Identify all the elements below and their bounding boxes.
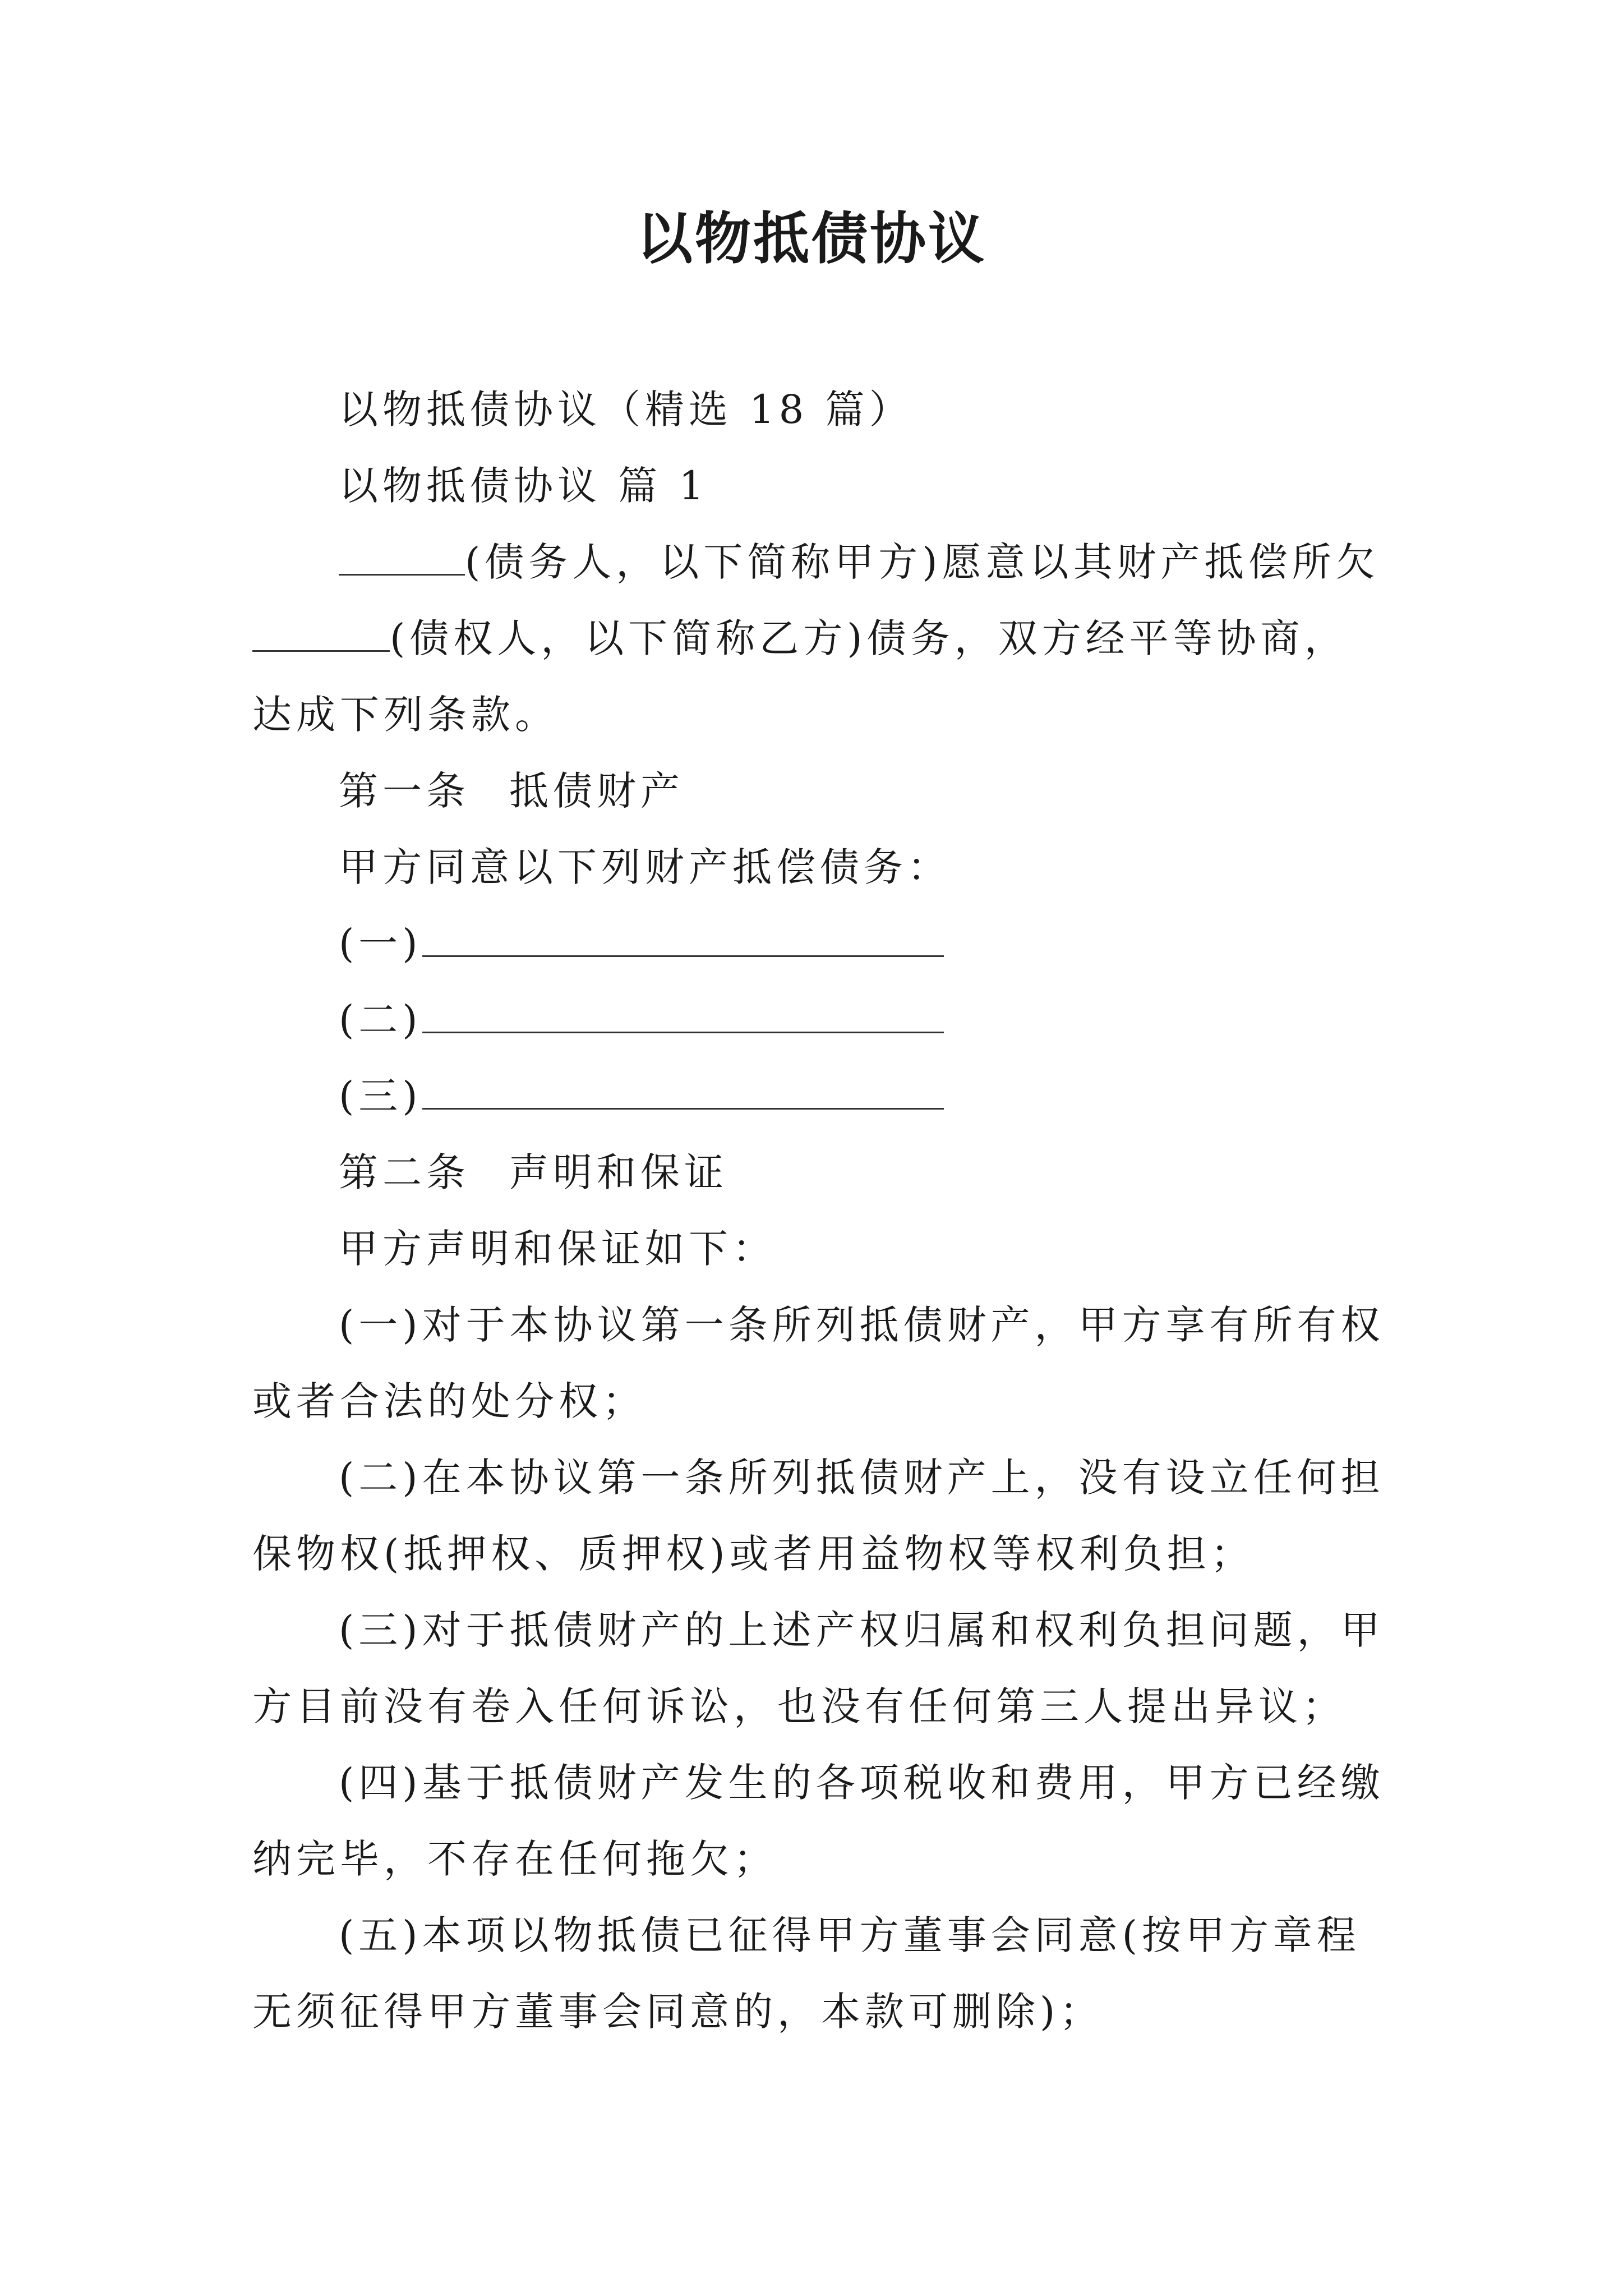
intro-text-1: (债务人，以下简称甲方)愿意以其财产抵偿所欠 — [465, 539, 1380, 585]
property-item-3-label: (三) — [339, 1073, 422, 1119]
property-item-2 — [252, 982, 1385, 1058]
document-body — [252, 371, 1385, 2050]
article2-heading — [252, 1134, 1385, 1211]
intro-text-3: 达成下列条款。 — [252, 692, 559, 738]
clause3-line1 — [252, 1592, 1385, 1668]
intro-line-1 — [252, 524, 1385, 600]
clause4-text-2: 纳完毕，不存在任何拖欠； — [252, 1836, 777, 1882]
clause5-text-2: 无须征得甲方董事会同意的，本款可删除)； — [252, 1989, 1104, 2035]
clause1-line1 — [252, 1287, 1385, 1363]
property-item-3-blank — [422, 1069, 944, 1110]
intro-line-3 — [252, 677, 1385, 753]
clause2-line1 — [252, 1439, 1385, 1516]
article1-name: 抵债财产 — [509, 768, 684, 814]
article1-text: 甲方同意以下列财产抵偿债务： — [339, 844, 951, 890]
property-item-2-label: (二) — [339, 997, 422, 1043]
clause1-text-2: 或者合法的处分权； — [252, 1378, 646, 1424]
subtitle-line — [252, 371, 1385, 448]
property-item-1-blank — [422, 916, 944, 957]
clause4-line1 — [252, 1745, 1385, 1821]
creditor-blank — [252, 611, 390, 652]
article2-name: 声明和保证 — [509, 1149, 728, 1195]
article1-heading — [252, 753, 1385, 829]
clause5-text-1: (五)本项以物抵债已征得甲方董事会同意(按甲方章程 — [339, 1912, 1361, 1958]
subtitle: 以物抵债协议（精选 18 篇） — [339, 386, 913, 432]
clause2-text-2: 保物权(抵押权、质押权)或者用益物权等权利负担； — [252, 1531, 1255, 1577]
intro-line-2 — [252, 600, 1385, 677]
article1-number: 第一条 — [339, 768, 470, 814]
section-heading: 以物抵债协议 篇 1 — [339, 463, 709, 509]
property-item-1-label: (一) — [339, 921, 422, 967]
property-item-1 — [252, 905, 1385, 982]
clause2-line2 — [252, 1516, 1385, 1592]
clause3-text-2: 方目前没有卷入任何诉讼，也没有任何第三人提出异议； — [252, 1683, 1346, 1729]
debtor-blank — [339, 535, 465, 576]
intro-text-2: (债权人，以下简称乙方)债务，双方经平等协商， — [390, 615, 1348, 661]
article1-text-line — [252, 829, 1385, 905]
clause4-line2 — [252, 1821, 1385, 1897]
property-item-2-blank — [422, 992, 944, 1033]
clause2-text-1: (二)在本协议第一条所列抵债财产上，没有设立任何担 — [339, 1455, 1385, 1501]
clause1-line2 — [252, 1363, 1385, 1439]
article2-number: 第二条 — [339, 1149, 470, 1195]
clause4-text-1: (四)基于抵债财产发生的各项税收和费用，甲方已经缴 — [339, 1760, 1385, 1806]
clause1-text-1: (一)对于本协议第一条所列抵债财产，甲方享有所有权 — [339, 1302, 1385, 1348]
clause3-line2 — [252, 1668, 1385, 1745]
document-title: 以物抵债协议 — [637, 205, 986, 272]
article2-text: 甲方声明和保证如下： — [339, 1226, 776, 1272]
clause5-line2 — [252, 1973, 1385, 2050]
article2-text-line — [252, 1211, 1385, 1287]
property-item-3 — [252, 1058, 1385, 1134]
clause3-text-1: (三)对于抵债财产的上述产权归属和权利负担问题，甲 — [339, 1607, 1385, 1653]
clause5-line1 — [252, 1897, 1385, 1973]
section-heading-line — [252, 448, 1385, 524]
